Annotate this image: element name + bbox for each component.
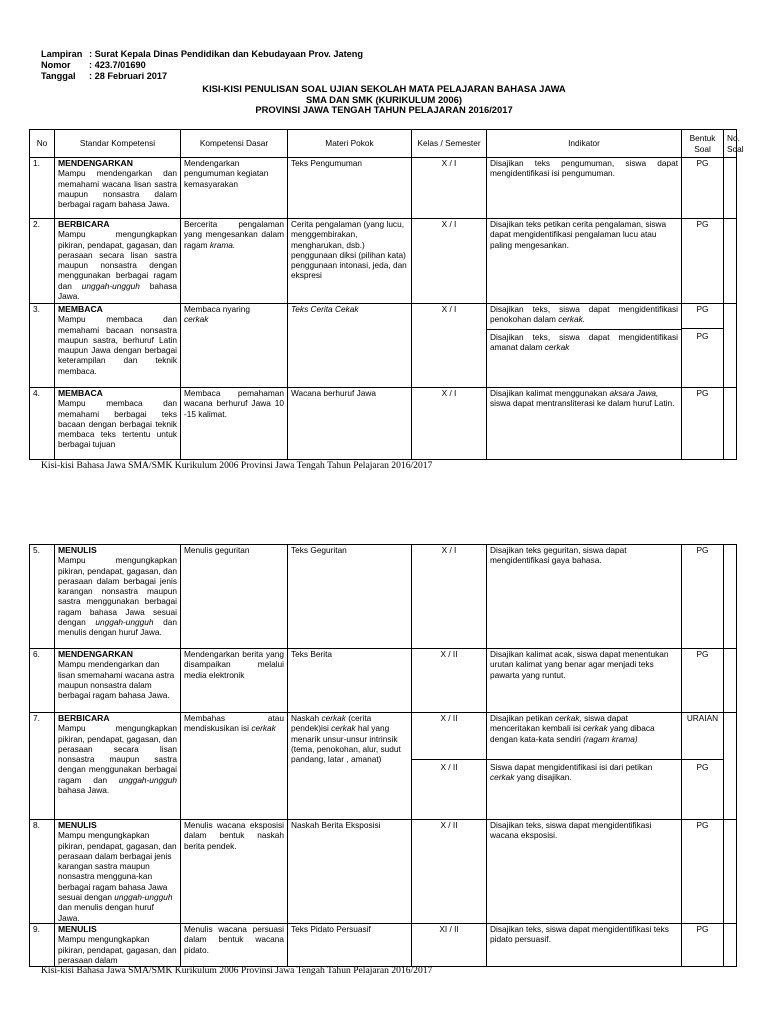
- table-header-row: [30, 130, 737, 158]
- materi-pokok-cell: Naskah Berita Eksposisi: [288, 820, 412, 924]
- no-soal-cell: [724, 649, 737, 713]
- kompetensi-dasar-cell: Mendengarkan pengumuman kegiatan kemasyarakan: [181, 158, 288, 219]
- standar-kompetensi-cell: [55, 649, 181, 713]
- sk-text-tail: dan menulis dengan huruf Jawa.: [58, 902, 154, 923]
- sk-text: Mampu mengungkapkan pikiran, pendapat, gagasan, dan perasaan secara lisan nonsastra maupun sastra dengan menggunakan berbagai ragam dan: [58, 723, 177, 785]
- document-page-1: [0, 0, 768, 492]
- kelas-semester-cell: X / II: [412, 820, 487, 924]
- document-title: [30, 84, 738, 116]
- document-page-2: [0, 492, 768, 1024]
- no-soal-cell: [724, 923, 737, 966]
- kisi-kisi-table-page-1: [29, 129, 744, 460]
- sk-text: Mampu mendengarkan dan lisan smemahami wacana astra maupun nonsastra dalam berbagai ragam bahasa Jawa.: [58, 659, 175, 701]
- row-number: 3.: [30, 304, 55, 388]
- table-row: [30, 649, 737, 713]
- sk-text: Mampu membaca dan memahami bacaan nonsastra maupun sastra, berhuruf Latin maupun Jawa dengan berbagai keterampilan dan teknik membaca.: [58, 314, 177, 376]
- sk-heading: MEMBACA: [58, 388, 103, 398]
- indikator-cell: Disajikan teks, siswa dapat mengidentifikasi wacana eksposisi.: [487, 820, 682, 924]
- sk-text: Mampu mengungkapkan pikiran, pendapat, gagasan, dan perasaan secara lisan sastra maupun nonsastra dengan menggunakan berbagai ragam dan: [58, 229, 177, 291]
- table-row: [30, 388, 737, 460]
- kelas-semester-cell: X / I: [412, 304, 487, 388]
- no-soal-cell: [724, 820, 737, 924]
- sk-text-italic: unggah-ungguh: [95, 617, 154, 628]
- standar-kompetensi-cell: [55, 388, 181, 460]
- kompetensi-dasar-cell: Mendengarkan berita yang disampaikan melalui media elektronik: [181, 649, 288, 713]
- title-line-1: KISI-KISI PENULISAN SOAL UJIAN SEKOLAH MATA PELAJARAN BAHASA JAWA: [202, 83, 566, 94]
- col-header-kompetensi-dasar: Kompetensi Dasar: [181, 130, 288, 158]
- sk-heading: MENULIS: [58, 545, 97, 555]
- sk-text: Mampu mengungkapkan pikiran, pendapat, gagasan, dan perasaan dalam berbagai jenis karangan sastra maupun nonsastra mengguna-kan berbagai ragam bahasa Jawa sesuai dengan: [58, 830, 177, 903]
- col-header-materi-pokok: Materi Pokok: [288, 130, 412, 158]
- standar-kompetensi-cell: [55, 545, 181, 649]
- bentuk-soal-cell: PG: [682, 545, 724, 649]
- no-soal-cell: [724, 713, 737, 820]
- indikator-a: Disajikan petikan cerkak, siswa dapat menceritakan kembali isi cerkak yang dibaca dengan kata-kata sendiri (ragam krama): [490, 713, 655, 744]
- no-soal-cell: [724, 158, 737, 219]
- table-row: [30, 545, 737, 649]
- sk-text-italic: unggah-ungguh: [118, 774, 177, 785]
- materi-pokok-cell: Wacana berhuruf Jawa: [288, 388, 412, 460]
- materi-pokok-cell: Cerita pengalaman (yang lucu, menggembirakan, mengharukan, dsb.) penggunaan diksi (pilihan kata) penggunaan intonasi, jeda, dan ekspresi: [288, 219, 412, 304]
- page-footer: Kisi-kisi Bahasa Jawa SMA/SMK Kurikulum 2006 Provinsi Jawa Tengah Tahun Pelajaran 2016/2017: [41, 460, 433, 471]
- row-number: 9.: [30, 923, 55, 966]
- indikator-cell: Disajikan teks petikan cerita pengalaman, siswa dapat mengidentifikasi pengalaman lucu atau paling mengesankan.: [487, 219, 682, 304]
- row-number: 4.: [30, 388, 55, 460]
- sk-text: Mampu mengungkapkan pikiran, pendapat, gagasan, dan perasaan dalam berbagai jenis karangan nonsastra maupun sastra menggunakan berbagai ragam bahasa Jawa sesuai dengan: [58, 555, 177, 628]
- letter-reference: [41, 49, 363, 82]
- indikator-b: Siswa dapat mengidentifikasi isi dari petikan cerkak yang disajikan.: [487, 759, 681, 783]
- col-header-bentuk-soal: Bentuk Soal: [682, 130, 724, 158]
- row-number: 7.: [30, 713, 55, 820]
- standar-kompetensi-cell: [55, 820, 181, 924]
- sk-heading: MENDENGARKAN: [58, 158, 133, 168]
- bentuk-soal-cell: PG: [682, 820, 724, 924]
- sk-heading: MENULIS: [58, 923, 97, 934]
- bentuk-soal-cell: [682, 304, 724, 388]
- no-soal-cell: [724, 304, 737, 388]
- indikator-a: Disajikan teks, siswa dapat mengidentifikasi penokohan dalam cerkak.: [490, 304, 678, 325]
- lampiran-value: : Surat Kepala Dinas Pendidikan dan Kebudayaan Prov. Jateng: [89, 49, 363, 59]
- kompetensi-dasar-cell: Menulis wacana eksposisi dalam bentuk naskah berita pendek.: [181, 820, 288, 924]
- kelas-semester-cell: X / I: [412, 219, 487, 304]
- sk-text-tail: bahasa Jawa.: [58, 785, 110, 796]
- sk-heading: MENDENGARKAN: [58, 649, 133, 659]
- kompetensi-dasar-cell: [181, 713, 288, 820]
- sk-heading: MEMBACA: [58, 304, 103, 314]
- row-number: 2.: [30, 219, 55, 304]
- tanggal-label: Tanggal: [41, 71, 76, 81]
- standar-kompetensi-cell: [55, 219, 181, 304]
- kelas-semester-cell: [412, 713, 487, 820]
- table-row: [30, 923, 737, 966]
- indikator-b: Disajikan teks, siswa dapat mengidentifikasi amanat dalam cerkak: [487, 329, 681, 353]
- indikator-cell: Disajikan teks, siswa dapat mengidentifikasi teks pidato persuasif.: [487, 923, 682, 966]
- page-footer: Kisi-kisi Bahasa Jawa SMA/SMK Kurikulum 2006 Provinsi Jawa Tengah Tahun Pelajaran 2016/2017: [41, 965, 433, 976]
- sk-text: Mampu membaca dan memahami berbagai teks bacaan dengan berbagai teknik membaca teks tertentu untuk berbagai tujuan: [58, 398, 177, 450]
- standar-kompetensi-cell: [55, 713, 181, 820]
- lampiran-label: Lampiran: [41, 49, 83, 59]
- kd-text: Bercerita pengalaman yang mengesankan dalam ragam: [184, 219, 284, 250]
- row-number: 5.: [30, 545, 55, 649]
- sk-text-tail: bahasa Jawa.: [58, 280, 177, 302]
- bentuk-soal-b: PG: [682, 759, 723, 772]
- table-row: [30, 304, 737, 388]
- row-number: 8.: [30, 820, 55, 924]
- mp-text-italic: Teks Cerita Cekak: [291, 304, 359, 314]
- kompetensi-dasar-cell: Membaca pemahaman wacana berhuruf Jawa 10 -15 kalimat.: [181, 388, 288, 460]
- kelas-semester-cell: X / I: [412, 545, 487, 649]
- kelas-semester-cell: XI / II: [412, 923, 487, 966]
- kelas-semester-cell: X / I: [412, 158, 487, 219]
- kelas-semester-cell: X / II: [412, 649, 487, 713]
- nomor-value: : 423.7/01690: [89, 60, 146, 70]
- materi-pokok-cell: Teks Geguritan: [288, 545, 412, 649]
- kelas-semester-a: X / II: [440, 713, 458, 723]
- sk-text: Mampu mendengarkan dan memahami wacana lisan sastra maupun nonsastra dalam berbagai ragam bahasa Jawa.: [58, 168, 177, 210]
- kd-text: Membahas atau mendiskusikan isi: [184, 713, 284, 734]
- bentuk-soal-cell: PG: [682, 923, 724, 966]
- bentuk-soal-b: PG: [682, 328, 723, 341]
- kisi-kisi-table-page-2: [29, 544, 737, 967]
- col-header-standar-kompetensi: Standar Kompetensi: [55, 130, 181, 158]
- kd-text-italic: cerkak: [184, 314, 209, 325]
- table-row: [30, 158, 737, 219]
- materi-pokok-cell: Teks Pengumuman: [288, 158, 412, 219]
- kompetensi-dasar-cell: [181, 219, 288, 304]
- standar-kompetensi-cell: [55, 304, 181, 388]
- kd-text: Membaca nyaring: [184, 304, 250, 314]
- kelas-semester-cell: X / I: [412, 388, 487, 460]
- bentuk-soal-cell: PG: [682, 158, 724, 219]
- indikator-cell: Disajikan kalimat menggunakan aksara Jawa, siswa dapat mentransliterasi ke dalam huruf Latin.: [487, 388, 682, 460]
- standar-kompetensi-cell: [55, 158, 181, 219]
- kompetensi-dasar-cell: Menulis wacana persuasi dalam bentuk wacana pidato.: [181, 923, 288, 966]
- table-row: [30, 820, 737, 924]
- sk-text-italic: unggah-ungguh: [114, 892, 173, 903]
- title-line-3: PROVINSI JAWA TENGAH TAHUN PELAJARAN 2016/2017: [255, 104, 513, 116]
- sk-heading: BERBICARA: [58, 713, 110, 723]
- standar-kompetensi-cell: [55, 923, 181, 966]
- materi-pokok-cell: [288, 304, 412, 388]
- col-header-kelas-semester: Kelas / Semester: [412, 130, 487, 158]
- title-line-2: SMA DAN SMK (KURIKULUM 2006): [306, 93, 462, 105]
- row-number: 6.: [30, 649, 55, 713]
- bentuk-soal-cell: PG: [682, 388, 724, 460]
- sk-text-tail: dan menulis dengan huruf Jawa.: [58, 617, 178, 638]
- tanggal-value: : 28 Februari 2017: [89, 71, 168, 81]
- sk-text-italic: unggah-ungguh: [81, 280, 140, 291]
- col-header-no: No: [30, 130, 55, 158]
- indikator-cell: [487, 713, 682, 820]
- indikator-cell: [487, 304, 682, 388]
- indikator-cell: Disajikan teks pengumuman, siswa dapat mengidentifikasi isi pengumuman.: [487, 158, 682, 219]
- table-row: [30, 713, 737, 820]
- sk-heading: MENULIS: [58, 820, 97, 830]
- sk-text: Mampu mengungkapkan pikiran, pendapat, gagasan, dan perasaan dalam: [58, 934, 177, 965]
- kd-text-italic: krama.: [209, 239, 236, 250]
- no-soal-cell: [724, 219, 737, 304]
- bentuk-soal-cell: [682, 713, 724, 820]
- bentuk-soal-a: PG: [696, 304, 709, 314]
- col-header-no-soal: No. Soal: [724, 130, 737, 158]
- materi-pokok-cell: Teks Pidato Persuasif: [288, 923, 412, 966]
- materi-pokok-cell: Teks Berita: [288, 649, 412, 713]
- table-row: [30, 219, 737, 304]
- indikator-cell: Disajikan teks geguritan, siswa dapat mengidentifikasi gaya bahasa.: [487, 545, 682, 649]
- materi-pokok-cell: Naskah cerkak (cerita pendek)isi cerkak hal yang menarik unsur-unsur intrinsik (tema, penokohan, alur, sudut pandang, latar , amanat): [288, 713, 412, 820]
- no-soal-cell: [724, 545, 737, 649]
- row-number: 1.: [30, 158, 55, 219]
- kompetensi-dasar-cell: [181, 304, 288, 388]
- bentuk-soal-cell: PG: [682, 649, 724, 713]
- col-header-indikator: Indikator: [487, 130, 682, 158]
- kd-text-italic: cerkak: [251, 723, 276, 734]
- kelas-semester-b: X / II: [412, 759, 486, 772]
- no-soal-cell: [724, 388, 737, 460]
- nomor-label: Nomor: [41, 60, 71, 70]
- bentuk-soal-a: URAIAN: [686, 713, 719, 723]
- sk-heading: BERBICARA: [58, 219, 110, 229]
- bentuk-soal-cell: PG: [682, 219, 724, 304]
- kompetensi-dasar-cell: Menulis geguritan: [181, 545, 288, 649]
- indikator-cell: Disajikan kalimat acak, siswa dapat menentukan urutan kalimat yang benar agar menjadi teks pawarta yang runtut.: [487, 649, 682, 713]
